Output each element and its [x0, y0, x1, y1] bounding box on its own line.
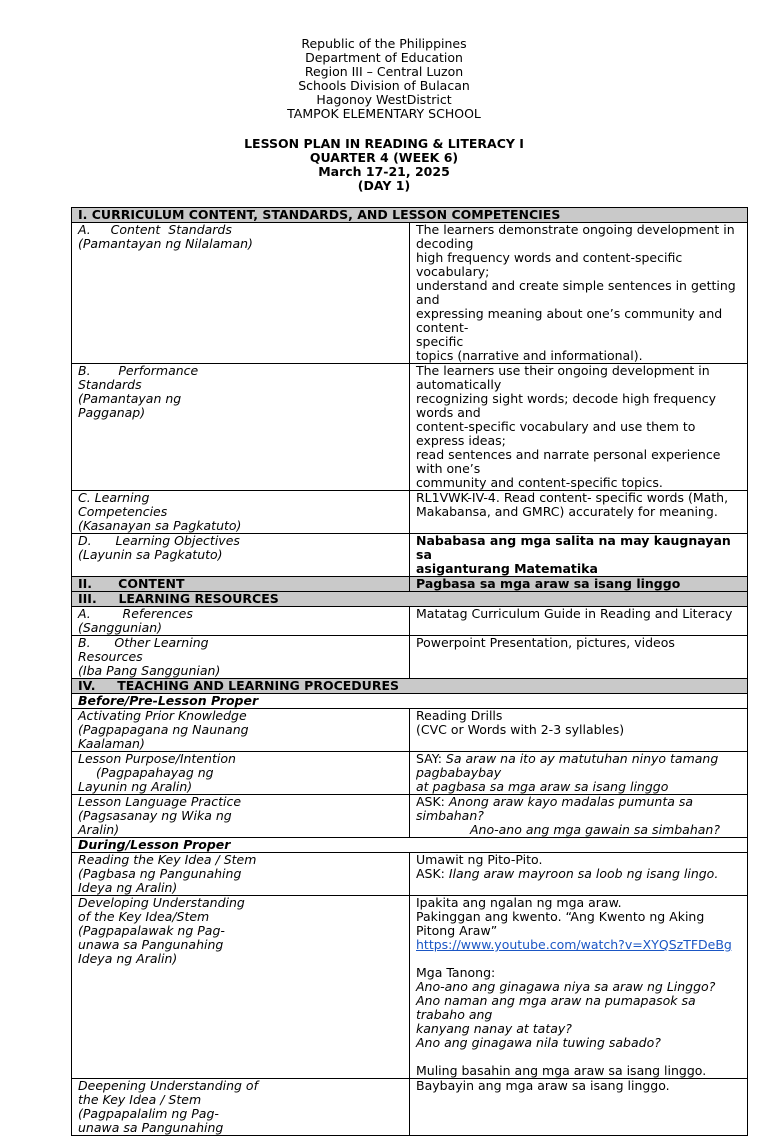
table-row	[72, 896, 748, 1079]
row-label-lesson-purpose: Lesson Purpose/Intention (Pagpapahayag ng Layunin ng Aralin)	[72, 752, 410, 795]
row-label-developing-understanding: Developing Understanding of the Key Idea/Stem (Pagpapalawak ng Pag- unawa sa Pangunahing Ideya ng Aralin)	[72, 896, 410, 1079]
language-practice-text: ASK: Anong araw kayo madalas pumunta sa simbahan? Ano-ano ang mga gawain sa simbahan?	[410, 795, 748, 838]
row-label-references: A. References (Sanggunian)	[72, 607, 410, 636]
learning-objectives-text: Nababasa ang mga salita na may kaugnayan sa asiganturang Matematika	[410, 534, 748, 577]
table-row	[72, 709, 748, 752]
table-row	[72, 607, 748, 636]
other-resources-text: Powerpoint Presentation, pictures, videos	[410, 636, 748, 679]
row-label-content-standards: A. Content Standards (Pamantayan ng Nilalaman)	[72, 223, 410, 364]
lesson-plan-table	[71, 207, 748, 1136]
content-value: Pagbasa sa mga araw sa isang linggo	[410, 577, 748, 592]
references-text: Matatag Curriculum Guide in Reading and Literacy	[410, 607, 748, 636]
content-standards-text: The learners demonstrate ongoing development in decoding high frequency words and content-specific vocabulary; understand and create simple sentences in getting and expressing meaning about one’s community and content- specific topics (narrative and informational).	[410, 223, 748, 364]
row-label-deepening-understanding: Deepening Understanding of the Key Idea / Stem (Pagpapalalim ng Pag- unawa sa Pangunahing	[72, 1079, 410, 1136]
table-row	[72, 364, 748, 491]
section-heading-row	[72, 679, 748, 694]
header-line-division: Schools Division of Bulacan	[298, 78, 470, 93]
school-header	[0, 37, 768, 121]
header-line-region: Region III – Central Luzon	[304, 64, 464, 79]
section3-heading: III. LEARNING RESOURCES	[72, 592, 748, 607]
row-label-learning-objectives: D. Learning Objectives (Layunin sa Pagkatuto)	[72, 534, 410, 577]
before-lesson-heading: Before/Pre-Lesson Proper	[72, 694, 748, 709]
lesson-purpose-text: SAY: Sa araw na ito ay matutuhan ninyo tamang pagbabaybay at pagbasa sa mga araw sa isang linggo	[410, 752, 748, 795]
activating-prior-knowledge-text: Reading Drills (CVC or Words with 2-3 syllables)	[410, 709, 748, 752]
during-lesson-heading: During/Lesson Proper	[72, 838, 748, 853]
section-heading-row	[72, 208, 748, 223]
performance-standards-text: The learners use their ongoing development in automatically recognizing sight words; decode high frequency words and content-specific vocabulary and use them to express ideas; read sentences and narrate personal experience with one’s community and content-specific topics.	[410, 364, 748, 491]
header-line-school: TAMPOK ELEMENTARY SCHOOL	[287, 106, 481, 121]
title-date: March 17-21, 2025	[318, 164, 450, 179]
section1-heading: I. CURRICULUM CONTENT, STANDARDS, AND LESSON COMPETENCIES	[72, 208, 748, 223]
developing-understanding-text: Ipakita ang ngalan ng mga araw. Pakinggan ang kwento. “Ang Kwento ng Aking Pitong Araw” https://www.youtube.com/watch?v=XYQSzTFDeBg Mga Tanong: Ano-ano ang ginagawa niya sa araw ng Linggo? Ano naman ang mga araw na pumapasok sa trabaho ang kanyang nanay at tatay? Ano ang ginagawa nila tuwing sabado? Muling basahin ang mga araw sa isang linggo.	[410, 896, 748, 1079]
title-subject: LESSON PLAN IN READING & LITERACY I	[244, 136, 524, 151]
table-row	[72, 752, 748, 795]
section-heading-row	[72, 577, 748, 592]
lesson-plan-title	[0, 137, 768, 193]
title-day: (DAY 1)	[357, 178, 411, 193]
row-label-key-idea: Reading the Key Idea / Stem (Pagbasa ng Pangunahing Ideya ng Aralin)	[72, 853, 410, 896]
header-line-district: Hagonoy WestDistrict	[316, 92, 452, 107]
row-label-language-practice: Lesson Language Practice (Pagsasanay ng Wika ng Aralin)	[72, 795, 410, 838]
row-label-activating-prior-knowledge: Activating Prior Knowledge (Pagpapagana ng Naunang Kaalaman)	[72, 709, 410, 752]
section4-heading: IV. TEACHING AND LEARNING PROCEDURES	[72, 679, 748, 694]
row-label-other-resources: B. Other Learning Resources (Iba Pang Sanggunian)	[72, 636, 410, 679]
subheading-row	[72, 838, 748, 853]
title-quarter: QUARTER 4 (WEEK 6)	[309, 150, 459, 165]
header-line-deped: Department of Education	[305, 50, 463, 65]
deepening-understanding-text: Baybayin ang mga araw sa isang linggo.	[410, 1079, 748, 1136]
section2-heading: II. CONTENT	[72, 577, 410, 592]
table-row	[72, 636, 748, 679]
header-line-republic: Republic of the Philippines	[301, 36, 467, 51]
key-idea-text: Umawit ng Pito-Pito. ASK: Ilang araw mayroon sa loob ng isang lingo.	[410, 853, 748, 896]
table-row	[72, 534, 748, 577]
table-row	[72, 795, 748, 838]
section-heading-row	[72, 592, 748, 607]
table-row	[72, 1079, 748, 1136]
youtube-link[interactable]: https://www.youtube.com/watch?v=XYQSzTFDeBg	[416, 937, 732, 952]
row-label-performance-standards: B. Performance Standards (Pamantayan ng Pagganap)	[72, 364, 410, 491]
table-row	[72, 491, 748, 534]
subheading-row	[72, 694, 748, 709]
learning-competencies-text: RL1VWK-IV-4. Read content- specific words (Math, Makabansa, and GMRC) accurately for meaning.	[410, 491, 748, 534]
row-label-learning-competencies: C. Learning Competencies (Kasanayan sa Pagkatuto)	[72, 491, 410, 534]
table-row	[72, 223, 748, 364]
table-row	[72, 853, 748, 896]
